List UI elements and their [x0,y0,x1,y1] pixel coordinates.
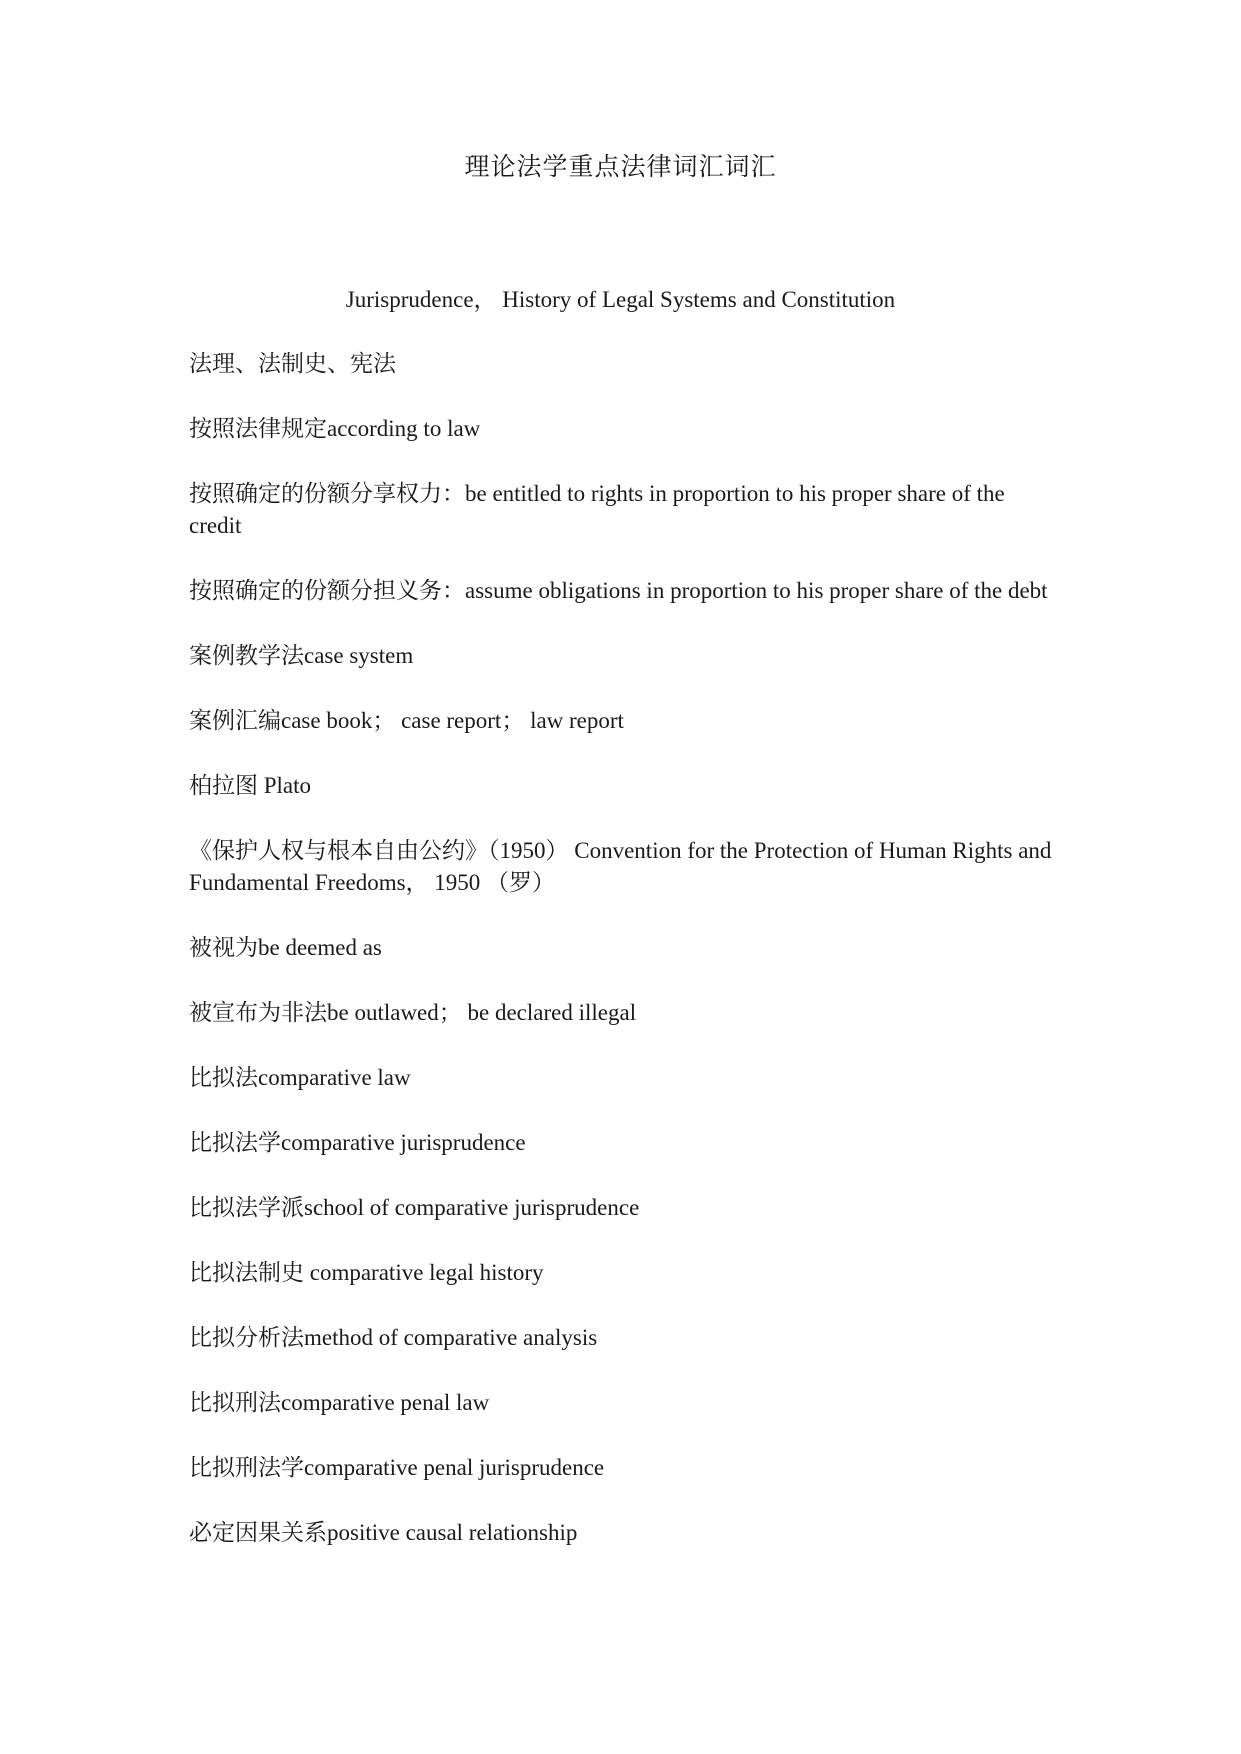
glossary-entry: 比拟法comparative law [189,1065,411,1090]
glossary-list [189,348,1059,1582]
glossary-entry: 比拟分析法method of comparative analysis [189,1325,598,1350]
glossary-entry: 比拟法制史 comparative legal history [189,1260,544,1285]
glossary-entry: 比拟刑法comparative penal law [189,1390,490,1415]
glossary-entry: 按照确定的份额分享权力：be entitled to rights in proportion to his proper share of the credit [189,481,1005,538]
document-subtitle: Jurisprudence， History of Legal Systems and Constitution [345,287,896,312]
glossary-entry: 必定因果关系positive causal relationship [189,1520,578,1545]
glossary-entry: 被视为be deemed as [189,935,382,960]
glossary-entry: 比拟法学派school of comparative jurisprudence [189,1195,640,1220]
glossary-entry: 被宣布为非法be outlawed； be declared illegal [189,1000,637,1025]
glossary-entry: 比拟刑法学comparative penal jurisprudence [189,1455,605,1480]
glossary-entry: 比拟法学comparative jurisprudence [189,1130,526,1155]
glossary-entry: 按照确定的份额分担义务：assume obligations in proportion to his proper share of the debt [189,578,1048,603]
glossary-entry: 案例教学法case system [189,643,414,668]
glossary-entry: 柏拉图 Plato [189,773,312,798]
glossary-entry: 按照法律规定according to law [189,416,481,441]
glossary-entry: 法理、法制史、宪法 [189,351,396,376]
glossary-entry: 《保护人权与根本自由公约》（1950） Convention for the Protection of Human Rights and Fundamental Freedoms， 1950 （罗） [189,838,1052,895]
document-title: 理论法学重点法律词汇词汇 [464,154,777,181]
glossary-entry: 案例汇编case book； case report； law report [189,708,624,733]
